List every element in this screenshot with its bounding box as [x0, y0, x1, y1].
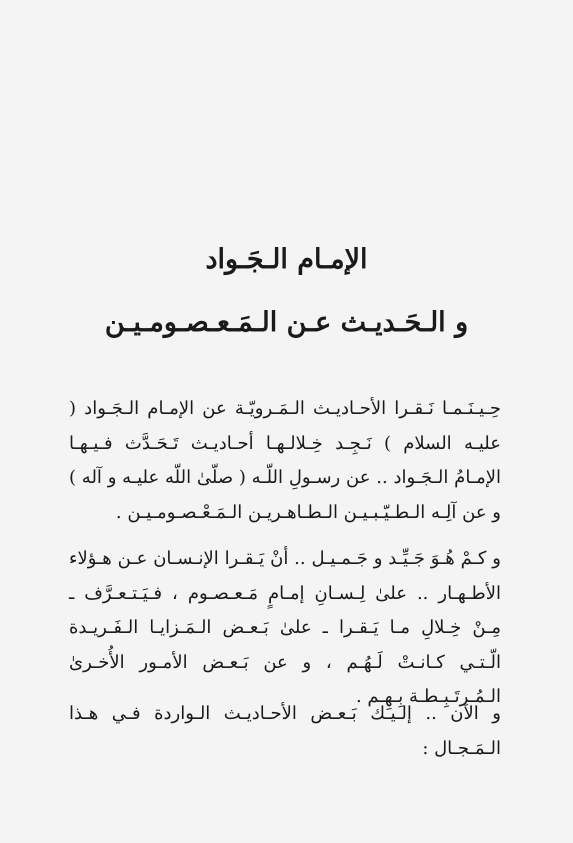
chapter-title-line-2: و الـحَـديـث عـن الـمَـعـصـومـيـن	[104, 307, 469, 338]
paragraph-1: حِـيـنَـمـا نَـقـرا الأحـاديـث الـمَـرويّـة عن الإمـام الـجَـواد ( عليـه السلام ) نَـجِـد خِـلالـهـا أحـاديـث تَـحَـدَّث فـيـهـا الإمـامُ الـجَـواد .. عن رسـولِ اللّـه ( صلّىٰ اللّه عليـه و آله ) و عن آلِـه الـطـيّـبـيـن الـطـاهـريـن الـمَـعْـصـومـيـن .	[69, 398, 501, 523]
paragraph-2: و كـمْ هُـوَ جَـيِّـد و جَـمـيـل .. أنْ يَـقـرا الإنـسـان عـن هـؤلاء الأطـهـار .. علىٰ لِـسـانِ إمـامٍ مَـعـصـوم ، فـيَـتـعـرَّف ـ مِـنْ خِـلالِ مـا يَـقـرا ـ علىٰ بَـعـض الـمَـزايـا الـفَـريـدة الّـتـي كـانـتْ لَـهُـم ، و عن بَـعـض الأمـور الأُخـرىٰ الـمُـرتَـبِـطـة بِـهِـم .	[69, 548, 501, 707]
chapter-title-line-1: الإمـام الـجَـواد	[205, 244, 368, 275]
paragraph-3: و الآن .. إلـيـك بَـعـض الأحـاديـث الـواردة فـي هـذا الـمَـجـال :	[69, 703, 501, 759]
